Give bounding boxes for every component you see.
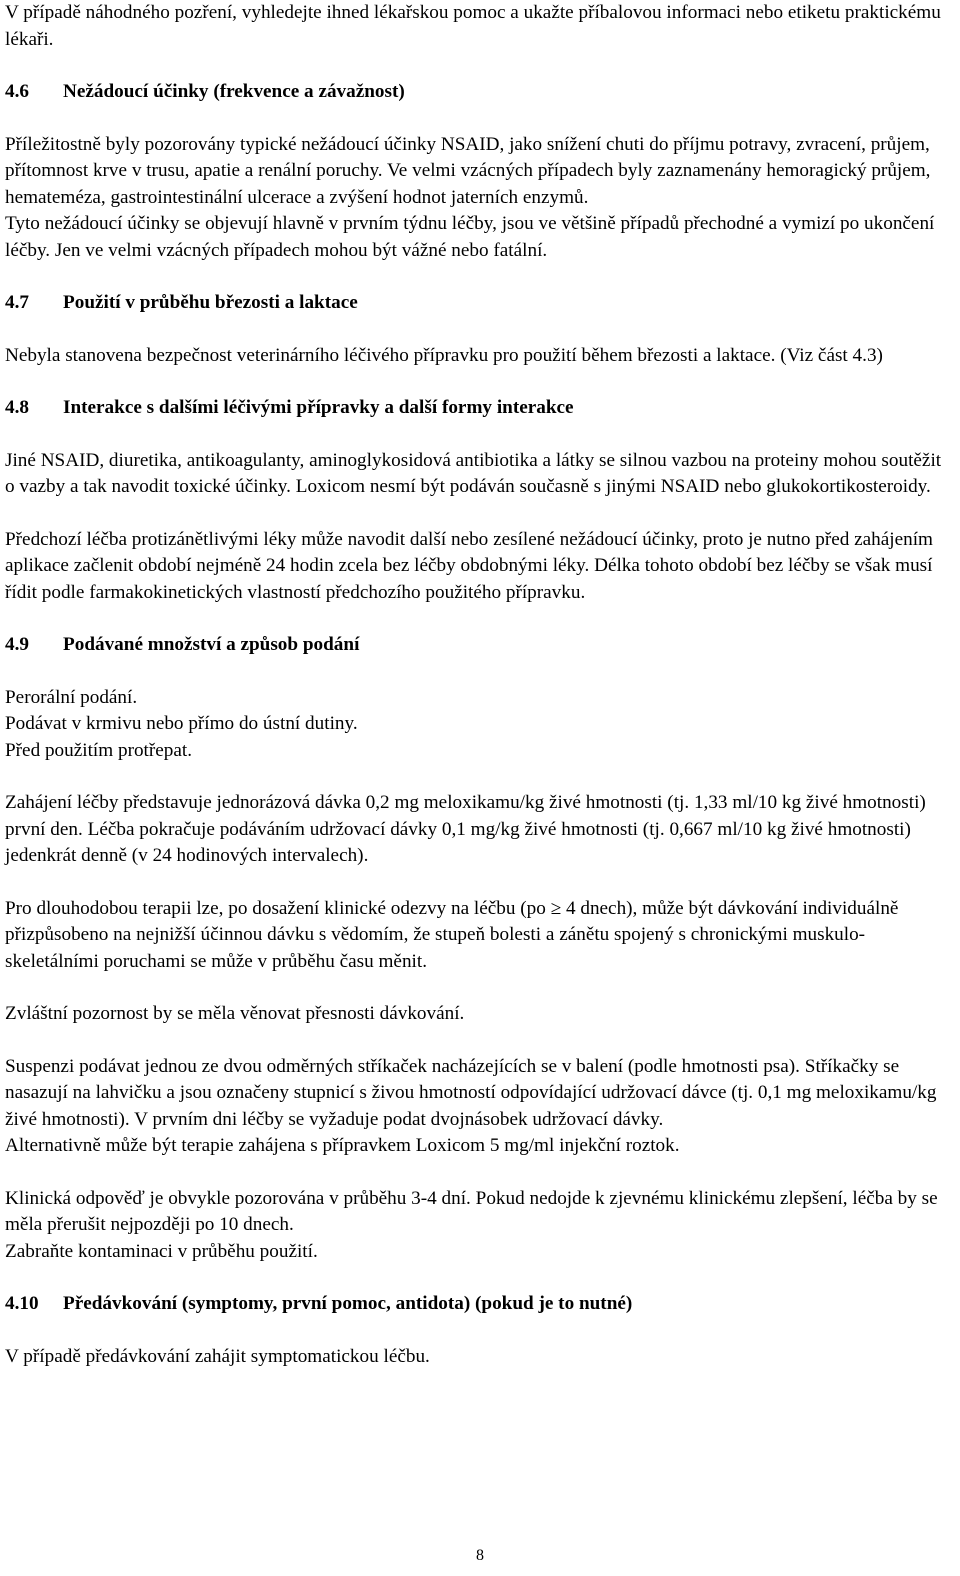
paragraph: Podávat v krmivu nebo přímo do ústní dutiny.: [5, 713, 358, 734]
section-title: Podávané množství a způsob podání: [63, 634, 360, 655]
paragraph: V případě předávkování zahájit symptomatickou léčbu.: [5, 1345, 430, 1367]
section-heading-4-7: [5, 290, 955, 317]
section-heading-4-6: [5, 79, 955, 106]
document-page: [5, 0, 955, 1370]
section-number: 4.6: [5, 81, 29, 102]
intro-paragraph: V případě náhodného pozření, vyhledejte ihned lékařskou pomoc a ukažte příbalovou informaci nebo etiketu praktickému lékaři.: [5, 2, 941, 50]
section-heading-4-10: [5, 1291, 955, 1318]
section-number: 4.10: [5, 1293, 39, 1314]
paragraph: Perorální podání.: [5, 686, 138, 708]
section-number: 4.7: [5, 292, 29, 313]
paragraph: Předchozí léčba protizánětlivými léky může navodit další nebo zesílené nežádoucí účinky, proto je nutno před zahájením aplikace začlenit období nejméně 24 hodin zcela bez léčby obdobnými léky. Délka tohoto období bez léčby se však musí řídit podle farmakokinetických vlastností předchozího použitého přípravku.: [5, 528, 933, 603]
section-number: 4.9: [5, 634, 29, 655]
section-heading-4-9: [5, 632, 955, 659]
paragraph: Příležitostně byly pozorovány typické nežádoucí účinky NSAID, jako snížení chuti do příjmu potravy, zvracení, průjem, přítomnost krve v trusu, apatie a renální poruchy. Ve velmi vzácných případech byly zaznamenány hemoragický průjem, hemateméza, gastrointestinální ulcerace a zvýšení hodnot jaterních enzymů.: [5, 133, 931, 208]
paragraph: Pro dlouhodobou terapii lze, po dosažení klinické odezvy na léčbu (po ≥ 4 dnech), může být dávkování individuálně přizpůsobeno na nejnižší účinnou dávku s vědomím, že stupeň bolesti a zánětu spojený s chronickými muskulo-skeletálními poruchami se může v průběhu času měnit.: [5, 897, 899, 972]
paragraph: Zvláštní pozornost by se měla věnovat přesnosti dávkování.: [5, 1003, 465, 1024]
paragraph: Suspenzi podávat jednou ze dvou odměrných stříkaček nacházejících se v balení (podle hmotnosti psa). Stříkačky se nasazují na lahvičku a jsou označeny stupnicí s živou hmotností odpovídající udržovací dávce (tj. 0,1 mg meloxikamu/kg živé hmotnosti). V prvním dni léčby se vyžaduje podat dvojnásobek udržovací dávky.: [5, 1055, 937, 1130]
paragraph: Zabraňte kontaminaci v průběhu použití.: [5, 1240, 318, 1262]
section-heading-4-8: [5, 395, 955, 422]
paragraph: Tyto nežádoucí účinky se objevují hlavně v prvním týdnu léčby, jsou ve většině případů přechodné a vymizí po ukončení léčby. Jen ve velmi vzácných případech mohou být vážné nebo fatální.: [5, 213, 935, 261]
section-title: Nežádoucí účinky (frekvence a závažnost): [63, 81, 405, 102]
paragraph: Nebyla stanovena bezpečnost veterinárního léčivého přípravku pro použití během březosti a laktace. (Viz část 4.3): [5, 344, 883, 366]
page-number: 8: [476, 1547, 484, 1564]
paragraph: Jiné NSAID, diuretika, antikoagulanty, aminoglykosidová antibiotika a látky se silnou vazbou na proteiny mohou soutěžit o vazby a tak navodit toxické účinky. Loxicom nesmí být podáván současně s jinými NSAID nebo glukokortikosteroidy.: [5, 449, 942, 497]
paragraph: Klinická odpověď je obvykle pozorována v průběhu 3-4 dní. Pokud nedojde k zjevnému klinickému zlepšení, léčba by se měla přerušit nejpozději po 10 dnech.: [5, 1187, 938, 1235]
section-title: Interakce s dalšími léčivými přípravky a další formy interakce: [63, 397, 574, 418]
section-number: 4.8: [5, 397, 29, 418]
section-title: Použití v průběhu březosti a laktace: [63, 292, 358, 313]
paragraph: Alternativně může být terapie zahájena s přípravkem Loxicom 5 mg/ml injekční roztok.: [5, 1135, 680, 1156]
paragraph: Zahájení léčby představuje jednorázová dávka 0,2 mg meloxikamu/kg živé hmotnosti (tj. 1,33 ml/10 kg živé hmotnosti) první den. Léčba pokračuje podáváním udržovací dávky 0,1 mg/kg živé hmotnosti (tj. 0,667 ml/10 kg živé hmotnosti) jedenkrát denně (v 24 hodinových intervalech).: [5, 792, 926, 866]
paragraph: Před použitím protřepat.: [5, 739, 193, 761]
section-title: Předávkování (symptomy, první pomoc, antidota) (pokud je to nutné): [63, 1293, 633, 1314]
